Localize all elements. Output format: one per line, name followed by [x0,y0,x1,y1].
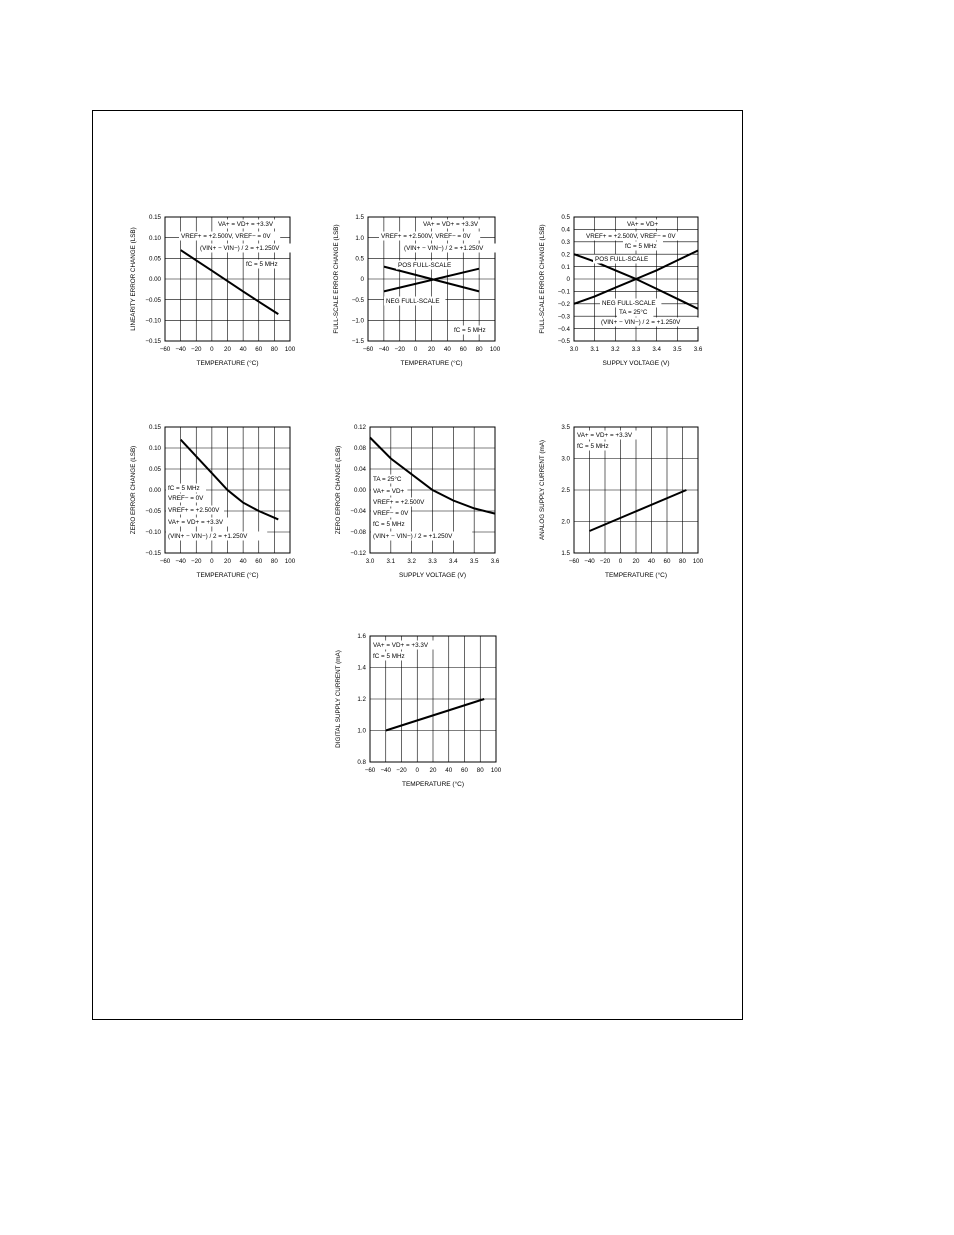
x-tick-label: −20 [191,346,202,353]
y-tick-label: 0.00 [353,487,366,495]
annotation-text: fC = 5 MHz [625,243,657,250]
y-tick-label: 0.4 [561,226,570,234]
chart-1 [130,214,299,367]
x-tick-label: 40 [239,346,247,353]
y-tick-label: 1.4 [357,664,366,672]
series-line-1 [590,490,687,531]
x-tick-label: 3.1 [386,558,396,565]
y-axis-label: LINEARITY ERROR CHANGE (LSB) [130,227,137,331]
x-tick-label: −20 [396,767,407,774]
y-tick-label: 0 [566,276,570,284]
annotation-text: VA+ = VD+ = +3.3V [168,519,224,526]
annotation-text: TA = 25°C [619,309,648,316]
y-axis-label: ZERO ERROR CHANGE (LSB) [335,445,342,535]
x-tick-label: 3.1 [590,346,599,353]
x-tick-label: −20 [599,558,611,565]
y-tick-label: 0.12 [353,424,366,432]
x-tick-label: −20 [394,346,405,353]
y-tick-label: −0.12 [350,550,366,558]
x-tick-label: 3.3 [631,346,641,353]
x-axis-label: TEMPERATURE (°C) [196,572,259,579]
x-tick-label: 3.4 [449,558,458,565]
y-tick-label: −0.10 [145,317,161,325]
y-tick-label: 0.05 [148,255,161,263]
annotation-text: VREF+ = +2.500V, VREF− = 0V [181,233,271,240]
x-tick-label: 60 [461,767,468,774]
y-tick-label: −0.2 [557,301,570,308]
x-tick-label: −60 [362,346,374,353]
x-axis-label: TEMPERATURE (°C) [400,360,463,367]
y-tick-label: 0.15 [148,214,161,222]
y-tick-label: 3.0 [561,455,570,463]
annotation-text: (VIN+ − VIN−) / 2 = +1.250V [200,245,280,252]
x-tick-label: 0 [210,558,214,565]
x-tick-label: 100 [489,346,501,353]
annotation-text: (VIN+ − VIN−) / 2 = +1.250V [373,533,453,540]
x-tick-label: −40 [584,558,595,565]
annotation-text: VA+ = VD+ [373,488,405,495]
x-tick-label: 3.3 [428,558,437,565]
y-tick-label: −0.5 [557,338,570,346]
y-tick-label: 0.5 [561,214,570,222]
annotation-text: VA+ = VD+ = +3.3V [423,221,479,228]
y-tick-label: 3.5 [561,424,570,432]
annotation-text: VA+ = VD+ = +3.3V [577,432,633,439]
x-tick-label: 20 [429,767,437,774]
y-tick-label: 1.2 [357,696,366,704]
x-tick-label: −60 [159,558,171,565]
x-tick-label: 0 [413,346,418,353]
x-tick-label: 40 [443,346,451,353]
annotation-text: (VIN+ − VIN−) / 2 = +1.250V [601,319,681,326]
x-axis-label: TEMPERATURE (°C) [196,360,259,367]
annotation-text: VA+ = VD+ [627,221,659,228]
y-tick-label: 1.5 [355,214,364,222]
annotation-text: VREF+ = +2.500V, VREF− = 0V [586,233,676,240]
annotation-text: (VIN+ − VIN−) / 2 = +1.250V [168,533,248,540]
x-tick-label: 100 [692,558,704,565]
x-tick-label: −40 [378,346,390,353]
series-label: POS FULL-SCALE [595,256,649,263]
x-tick-label: 3.6 [490,558,500,565]
annotation-text: VA+ = VD+ = +3.3V [218,221,274,228]
x-tick-label: 3.0 [365,558,375,565]
y-tick-label: −1.0 [351,317,364,325]
y-tick-label: 0.3 [561,239,570,246]
y-tick-label: 0.00 [148,276,161,284]
annotation-text: VREF+ = +2.500V [373,499,425,506]
x-axis-label: SUPPLY VOLTAGE (V) [398,572,467,579]
annotation-text: fC = 5 MHz [577,443,609,450]
x-tick-label: 20 [224,558,231,565]
y-tick-label: −0.15 [145,338,161,346]
x-tick-label: 20 [224,346,231,353]
chart-3 [539,214,703,367]
y-tick-label: 1.0 [357,727,366,735]
y-axis-label: FULL-SCALE ERROR CHANGE (LSB) [539,224,546,334]
y-tick-label: 1.0 [355,234,364,242]
y-tick-label: 0.05 [148,466,161,474]
y-tick-label: 0.15 [148,424,161,432]
chart-2 [333,214,503,367]
y-tick-label: −0.4 [557,325,570,333]
y-tick-label: −0.05 [145,296,161,304]
x-tick-label: 20 [632,558,640,565]
chart-5 [335,424,500,579]
x-axis-label: SUPPLY VOLTAGE (V) [602,360,670,367]
x-tick-label: 3.2 [407,558,416,565]
y-tick-label: 0.04 [353,466,366,474]
y-axis-label: FULL-SCALE ERROR CHANGE (LSB) [333,224,340,334]
x-tick-label: 80 [475,346,483,353]
y-tick-label: 1.5 [561,550,570,558]
x-tick-label: 60 [459,346,467,353]
annotation-text: TA = 25°C [373,476,402,483]
series-line-1 [386,699,484,731]
chart-4 [130,424,296,579]
x-tick-label: −60 [568,558,580,565]
x-tick-label: 100 [284,558,296,565]
x-axis-label: TEMPERATURE (°C) [604,572,668,579]
annotation-text: fC = 5 MHz [373,653,405,660]
annotation-text: (VIN+ − VIN−) / 2 = +1.250V [404,245,484,252]
y-tick-label: −0.3 [557,313,570,321]
y-axis-label: ANALOG SUPPLY CURRENT (mA) [539,439,546,541]
y-tick-label: 0.8 [357,759,366,767]
chart-7 [335,633,502,788]
y-tick-label: −0.10 [145,529,161,537]
annotation-text: fC = 5 MHz [168,485,200,492]
annotation-text: VREF+ = +2.500V, VREF− = 0V [381,233,471,240]
y-tick-label: 2.5 [561,487,570,495]
annotation-text: VREF+ = +2.500V [168,507,220,514]
x-tick-label: −40 [175,346,186,353]
series-label: POS FULL-SCALE [398,262,452,269]
series-label: NEG FULL-SCALE [386,298,440,305]
x-tick-label: 80 [270,346,278,353]
x-tick-label: 80 [270,558,278,565]
series-label: NEG FULL-SCALE [602,300,656,307]
y-tick-label: −0.04 [350,508,366,516]
x-tick-label: −40 [175,558,186,565]
y-tick-label: 0.10 [148,234,161,242]
y-tick-label: 2.0 [561,518,570,526]
y-tick-label: −0.08 [350,529,366,537]
x-tick-label: 80 [476,767,484,774]
x-tick-label: 20 [428,346,435,353]
y-tick-label: 0.08 [353,445,366,453]
x-tick-label: 0 [618,558,623,565]
x-tick-label: 3.0 [569,346,579,353]
x-tick-label: 100 [284,346,296,353]
annotation-text: fC = 5 MHz [373,521,405,528]
annotation-text: VREF− = 0V [168,495,204,502]
x-tick-label: 80 [679,558,686,565]
x-tick-label: 40 [239,558,247,565]
annotation-text: VA+ = VD+ = +3.3V [373,642,429,649]
y-axis-label: DIGITAL SUPPLY CURRENT (mA) [335,650,342,748]
x-tick-label: −20 [191,558,202,565]
x-tick-label: 3.4 [652,346,661,353]
y-tick-label: −1.5 [351,338,364,346]
y-tick-label: −0.1 [557,288,570,296]
x-tick-label: 0 [415,767,419,774]
y-tick-label: 0.2 [561,251,570,259]
y-tick-label: −0.05 [145,508,161,516]
x-tick-label: 40 [445,767,453,774]
y-tick-label: 0.1 [561,263,570,271]
y-tick-label: 0.00 [148,487,161,495]
x-tick-label: 100 [490,767,502,774]
x-tick-label: −60 [159,346,171,353]
y-tick-label: 1.6 [357,633,366,641]
annotation-text: VREF− = 0V [373,510,409,517]
x-tick-label: 3.6 [693,346,703,353]
y-tick-label: 0 [360,276,364,284]
y-tick-label: 0.10 [148,445,161,453]
chart-6 [539,424,704,579]
x-tick-label: 3.2 [611,346,620,353]
x-tick-label: −60 [364,767,376,774]
annotation-text: fC = 5 MHz [246,261,278,268]
x-tick-label: 3.5 [469,558,479,565]
x-tick-label: 60 [255,558,263,565]
x-tick-label: 60 [255,346,263,353]
x-axis-label: TEMPERATURE (°C) [401,781,465,788]
y-axis-label: ZERO ERROR CHANGE (LSB) [130,445,137,535]
x-tick-label: 3.5 [673,346,682,353]
x-tick-label: 40 [648,558,655,565]
annotation-text: fC = 5 MHz [454,327,486,334]
x-tick-label: −40 [380,767,391,774]
y-tick-label: 0.5 [355,255,364,263]
x-tick-label: 60 [663,558,671,565]
y-tick-label: −0.5 [351,296,364,304]
x-tick-label: 0 [210,346,214,353]
y-tick-label: −0.15 [145,550,161,558]
